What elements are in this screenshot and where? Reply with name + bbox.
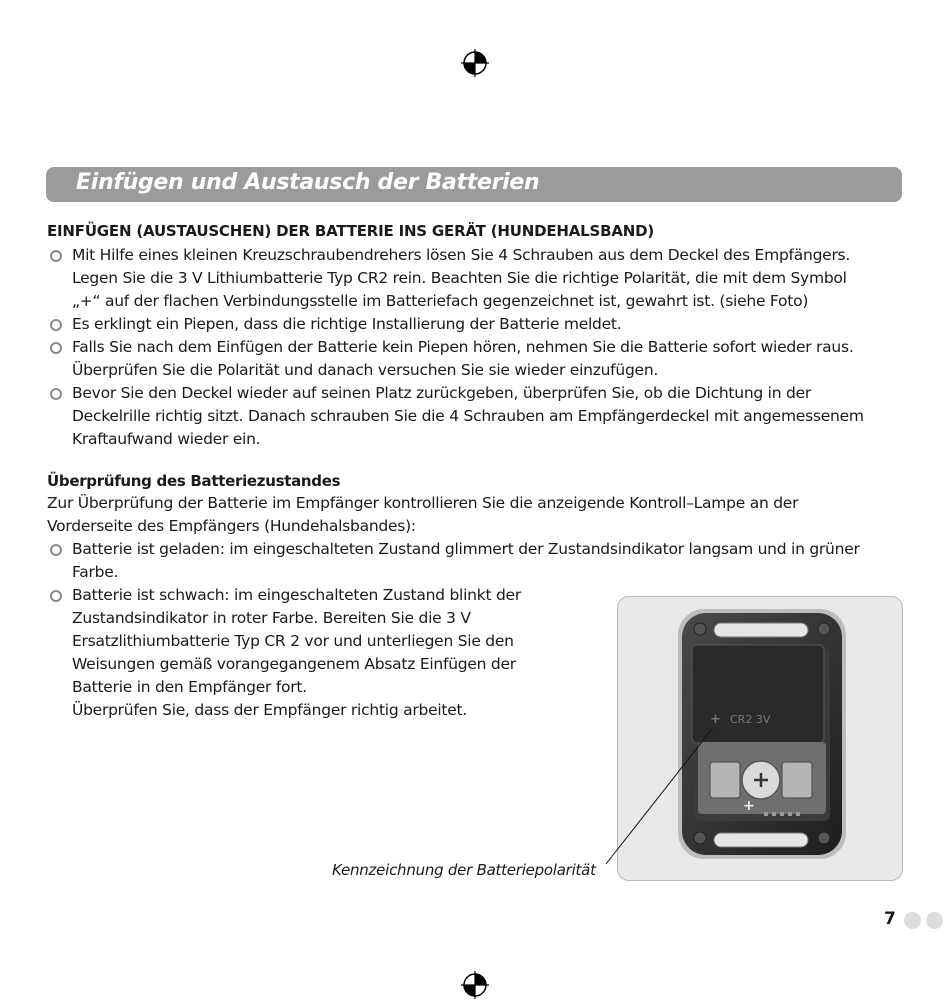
receiver-illustration xyxy=(618,597,902,880)
insert-bullet-list xyxy=(47,244,864,451)
check-intro xyxy=(47,492,798,538)
intro-line: Vorderseite des Empfängers (Hundehalsbandes): xyxy=(47,517,416,535)
bullet-item xyxy=(47,382,864,451)
bullet-ring-icon xyxy=(50,590,62,602)
section-title: Einfügen und Austausch der Batterien xyxy=(76,170,540,195)
board-plus-mark: + xyxy=(743,798,755,814)
bullet-item xyxy=(47,244,864,313)
bullet-ring-icon xyxy=(50,319,62,331)
bullet-line: Mit Hilfe eines kleinen Kreuzschraubendrehers lösen Sie 4 Schrauben aus dem Deckel des Empfängers. xyxy=(72,246,851,264)
bullet-line: Falls Sie nach dem Einfügen der Batterie kein Piepen hören, nehmen Sie die Batterie sofort wieder raus. xyxy=(72,338,854,356)
bullet-line: Legen Sie die 3 V Lithiumbatterie Typ CR2 rein. Beachten Sie die richtige Polarität, die mit dem Symbol xyxy=(72,269,847,287)
insert-heading: EINFÜGEN (AUSTAUSCHEN) DER BATTERIE INS GERÄT (HUNDEHALSBAND) xyxy=(47,222,655,240)
bullet-line: Ersatzlithiumbatterie Typ CR 2 vor und unterliegen Sie den xyxy=(72,632,514,650)
battery-polarity-plus: + xyxy=(710,712,721,727)
bullet-item xyxy=(47,336,864,382)
bullet-ring-icon xyxy=(50,250,62,262)
photo-caption: Kennzeichnung der Batteriepolarität xyxy=(332,861,596,879)
registration-mark-icon xyxy=(461,49,489,77)
bullet-ring-icon xyxy=(50,342,62,354)
bullet-line: Batterie in den Empfänger fort. xyxy=(72,678,307,696)
bullet-line: Batterie ist geladen: im eingeschalteten Zustand glimmert der Zustandsindikator langsam und in grüner xyxy=(72,540,860,558)
bullet-item xyxy=(47,313,864,336)
bullet-ring-icon xyxy=(50,544,62,556)
page-dot xyxy=(904,912,921,929)
bullet-line: „+“ auf der flachen Verbindungsstelle im Batteriefach gegenzeichnet ist, gewahrt ist. (siehe Foto) xyxy=(72,292,809,310)
bullet-line: Deckelrille richtig sitzt. Danach schrauben Sie die 4 Schrauben am Empfängerdeckel mit angemessenem xyxy=(72,407,864,425)
section-title-bar xyxy=(46,167,902,202)
registration-mark-icon xyxy=(461,971,489,999)
bullet-line: Überprüfen Sie, dass der Empfänger richtig arbeitet. xyxy=(72,701,468,719)
bullet-line: Es erklingt ein Piepen, dass die richtige Installierung der Batterie meldet. xyxy=(72,315,622,333)
bullet-line: Farbe. xyxy=(72,563,119,581)
bullet-item xyxy=(47,538,860,584)
receiver-photo xyxy=(617,596,903,881)
check-heading: Überprüfung des Batteriezustandes xyxy=(47,472,341,490)
intro-line: Zur Überprüfung der Batterie im Empfänger kontrollieren Sie die anzeigende Kontroll–Lampe an der xyxy=(47,494,799,512)
bullet-line: Bevor Sie den Deckel wieder auf seinen Platz zurückgeben, überprüfen Sie, ob die Dichtung in der xyxy=(72,384,811,402)
bullet-line: Überprüfen Sie die Polarität und danach versuchen Sie sie wieder einzufügen. xyxy=(72,361,659,379)
page-number: 7 xyxy=(884,909,896,929)
battery-label: CR2 3V xyxy=(730,713,771,726)
bullet-line: Batterie ist schwach: im eingeschalteten Zustand blinkt der xyxy=(72,586,521,604)
bullet-line: Zustandsindikator in roter Farbe. Bereiten Sie die 3 V xyxy=(72,609,471,627)
bullet-line: Kraftaufwand wieder ein. xyxy=(72,430,261,448)
bullet-line: Weisungen gemäß vorangegangenem Absatz Einfügen der xyxy=(72,655,516,673)
page-dot xyxy=(926,912,943,929)
bullet-ring-icon xyxy=(50,388,62,400)
